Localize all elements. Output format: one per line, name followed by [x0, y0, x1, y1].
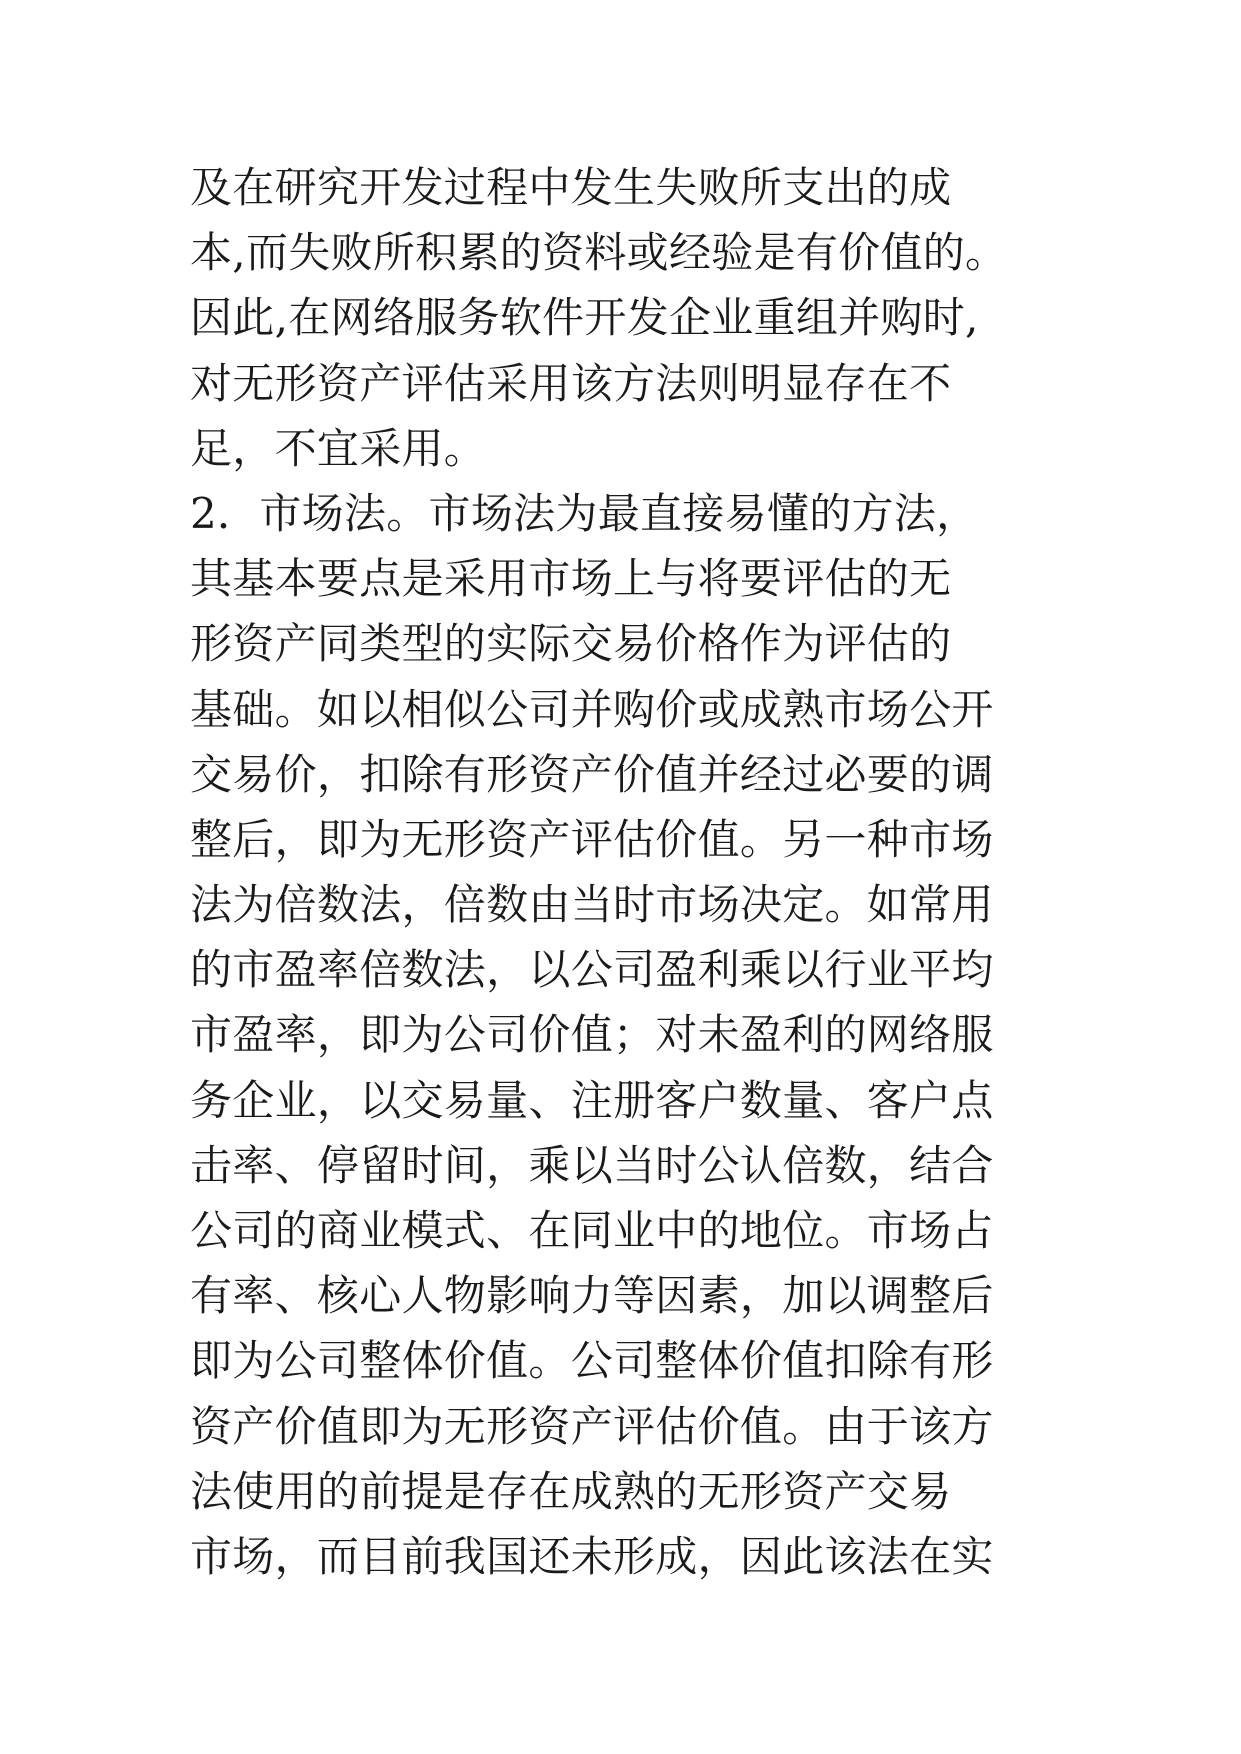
text-line: 市盈率，即为公司价值；对未盈利的网络服 — [190, 1010, 994, 1060]
text-line: 公司的商业模式、在同业中的地位。市场占 — [190, 1206, 994, 1255]
text-line: 2．市场法。市场法为最直接易懂的方法， — [190, 488, 979, 538]
text-line: 资产价值即为无形资产评估价值。由于该方 — [190, 1401, 994, 1451]
text-line: 整后，即为无形资产评估价值。另一种市场 — [190, 814, 994, 864]
text-line: 法使用的前提是存在成熟的无形资产交易 — [190, 1466, 952, 1516]
body-text — [190, 155, 1190, 1589]
text-line: 即为公司整体价值。公司整体价值扣除有形 — [190, 1336, 994, 1386]
text-line: 基础。如以相似公司并购价或成熟市场公开 — [190, 684, 994, 734]
text-line: 有率、核心人物影响力等因素，加以调整后 — [190, 1271, 994, 1321]
text-line: 形资产同类型的实际交易价格作为评估的 — [190, 619, 952, 669]
text-line: 及在研究开发过程中发生失败所支出的成 — [190, 163, 952, 212]
text-line: 本,而失败所积累的资料或经验是有价值的。 — [190, 228, 1008, 278]
text-line: 市场，而目前我国还未形成，因此该法在实 — [190, 1531, 994, 1581]
text-line: 其基本要点是采用市场上与将要评估的无 — [190, 554, 952, 604]
text-line: 对无形资产评估采用该方法则明显存在不 — [190, 358, 952, 408]
text-line: 因此,在网络服务软件开发企业重组并购时, — [190, 293, 979, 343]
text-line: 的市盈率倍数法，以公司盈利乘以行业平均 — [190, 945, 994, 995]
text-line: 交易价，扣除有形资产价值并经过必要的调 — [190, 749, 994, 799]
text-line: 务企业，以交易量、注册客户数量、客户点 — [190, 1075, 994, 1125]
text-line: 足，不宜采用。 — [190, 423, 487, 473]
text-line: 击率、停留时间，乘以当时公认倍数，结合 — [190, 1140, 994, 1190]
text-line: 法为倍数法，倍数由当时市场决定。如常用 — [190, 880, 994, 930]
